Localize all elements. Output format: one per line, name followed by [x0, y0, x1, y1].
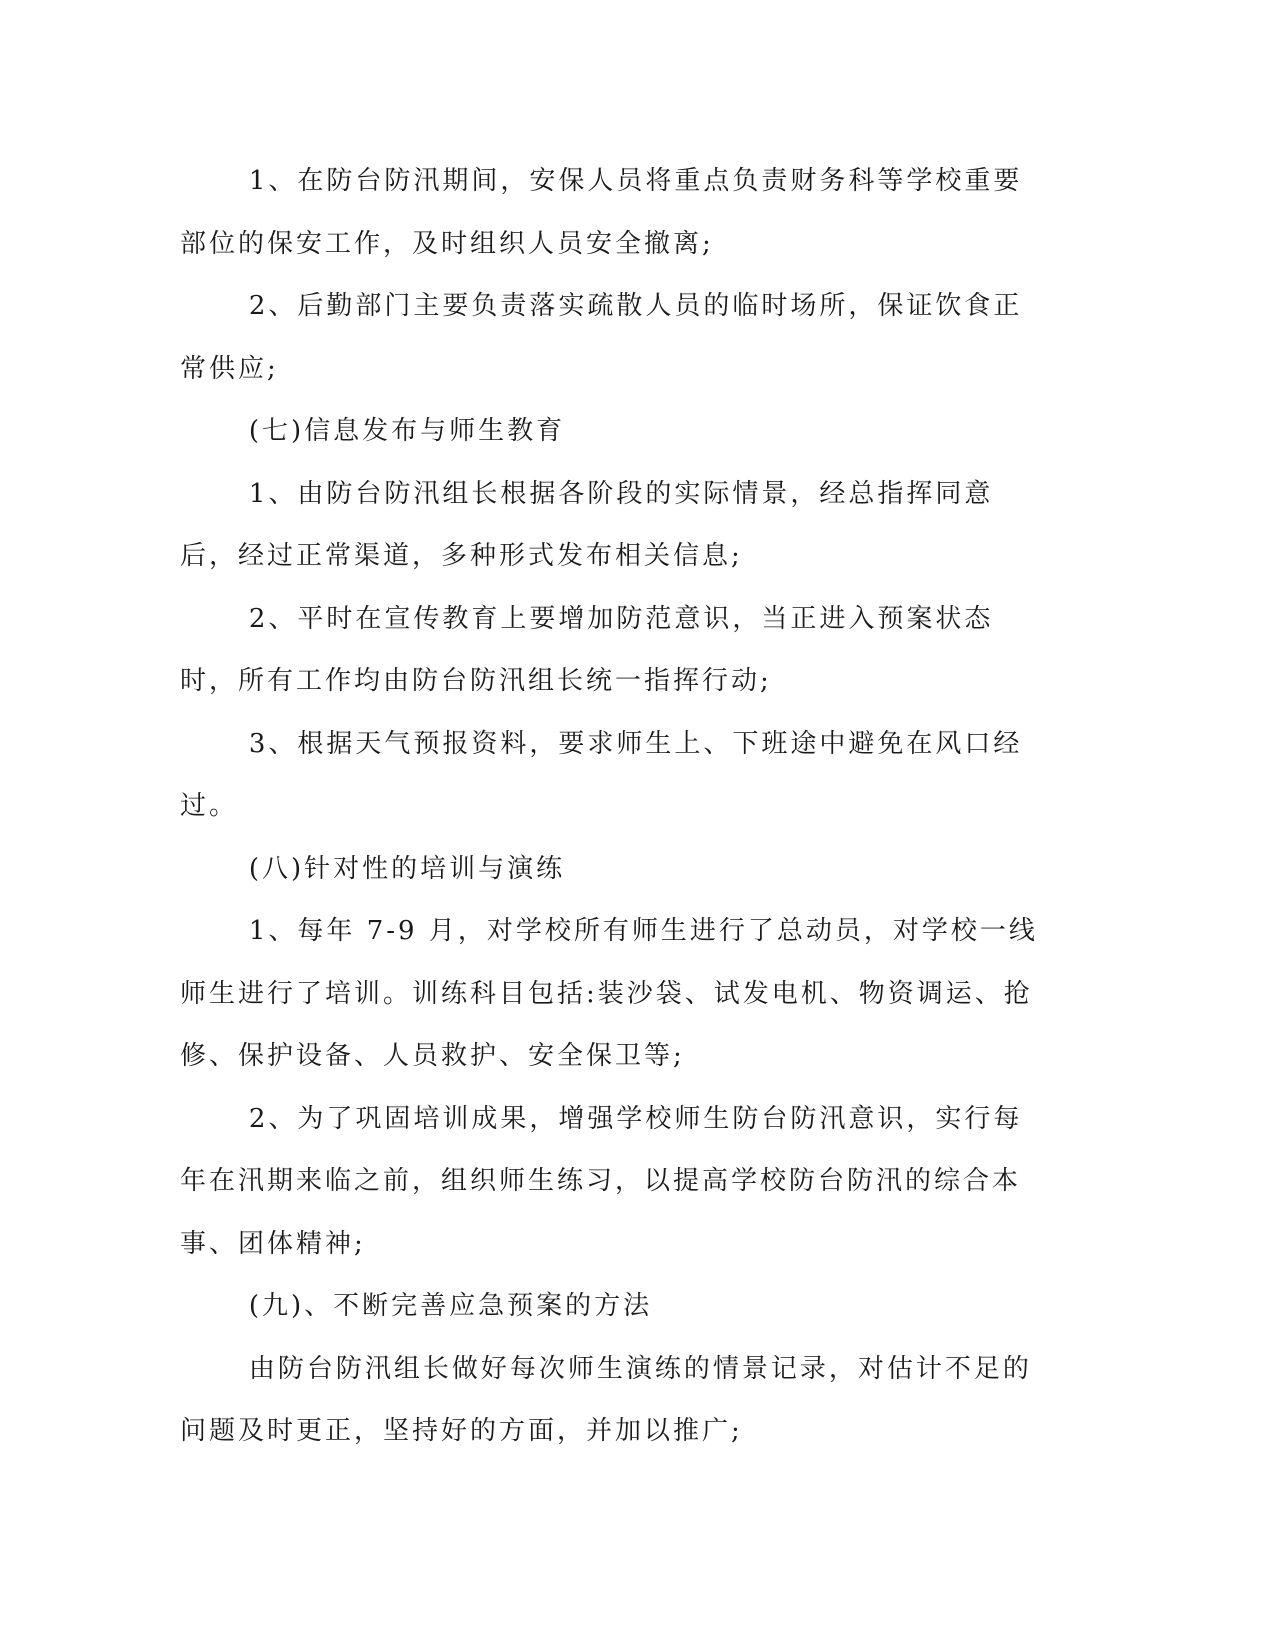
paragraph-logistics-duty: 2、后勤部门主要负责落实疏散人员的临时场所，保证饮食正常供应; — [180, 291, 1023, 384]
document-body — [180, 150, 1040, 1463]
section-heading-plan-improvement: (九)、不断完善应急预案的方法 — [248, 1291, 653, 1321]
paragraph-training-2: 2、为了巩固培训成果，增强学校师生防台防汛意识，实行每年在汛期来临之前，组织师生练习，以提高学校防台防汛的综合本事、团体精神; — [180, 1103, 1023, 1259]
section-heading-training: (八)针对性的培训与演练 — [248, 853, 566, 884]
paragraph-training-1: 1、每年 7-9 月，对学校所有师生进行了总动员，对学校一线师生进行了培训。训练科目包括:装沙袋、试发电机、物资调运、抢修、保护设备、人员救护、安全保卫等; — [180, 916, 1038, 1071]
paragraph-info-release-3: 3、根据天气预报资料，要求师生上、下班途中避免在风口经过。 — [180, 728, 1023, 821]
paragraph-security-duty: 1、在防台防汛期间，安保人员将重点负责财务科等学校重要部位的保安工作，及时组织人员安全撤离; — [180, 166, 1023, 259]
paragraph-info-release-1: 1、由防台防汛组长根据各阶段的实际情景，经总指挥同意后，经过正常渠道，多种形式发布相关信息; — [180, 478, 994, 571]
paragraph-plan-improvement: 由防台防汛组长做好每次师生演练的情景记录，对估计不足的问题及时更正，坚持好的方面，并加以推广; — [180, 1353, 1032, 1446]
paragraph-info-release-2: 2、平时在宣传教育上要增加防范意识，当正进入预案状态时，所有工作均由防台防汛组长统一指挥行动; — [180, 603, 994, 696]
section-heading-info-release: (七)信息发布与师生教育 — [248, 416, 566, 446]
